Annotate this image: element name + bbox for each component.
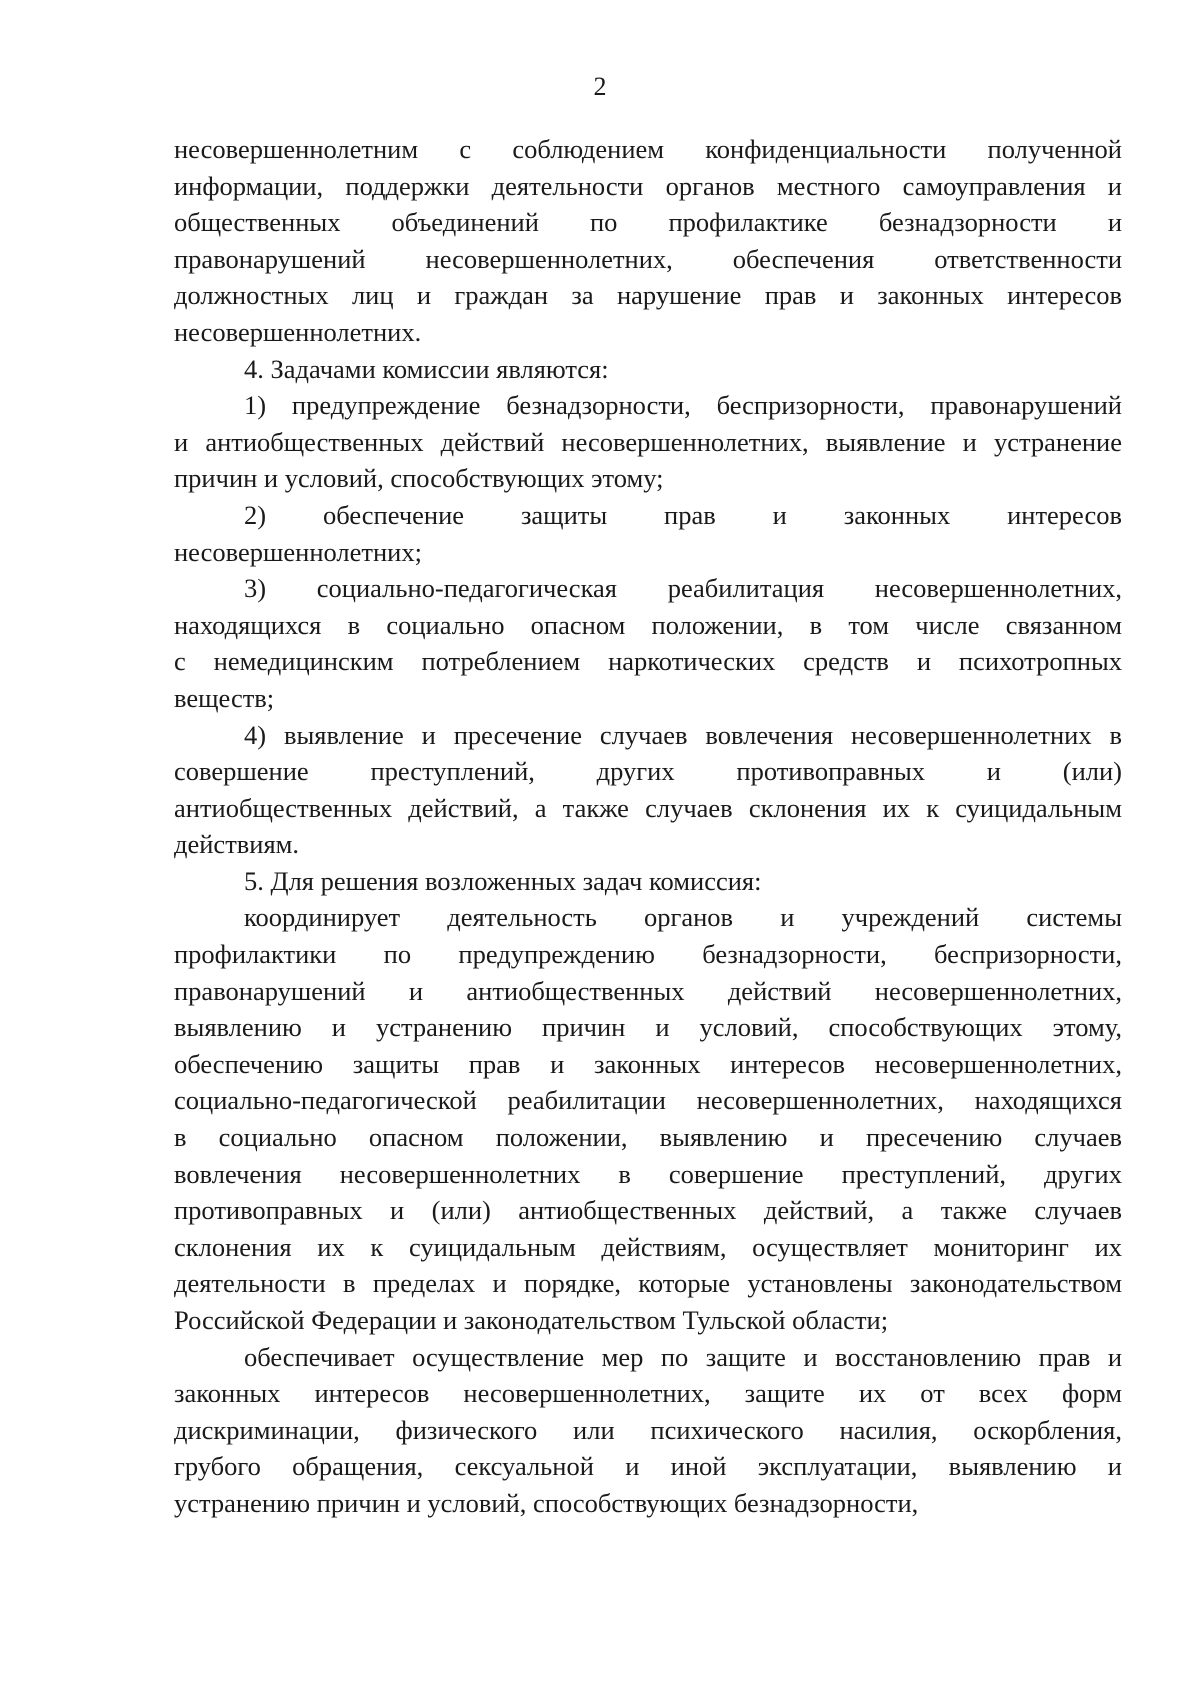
paragraph — [174, 717, 1122, 863]
text-line: должностных лиц и граждан за нарушение прав и законных интересов — [174, 280, 1122, 311]
text-line: несовершеннолетних. — [174, 316, 422, 347]
text-line: 1) предупреждение безнадзорности, беспризорности, правонарушений — [244, 390, 1122, 421]
paragraph — [174, 351, 1122, 388]
text-line: склонения их к суицидальным действиям, осуществляет мониторинг их — [174, 1231, 1122, 1262]
text-line: социально-педагогической реабилитации несовершеннолетних, находящихся — [174, 1085, 1122, 1116]
text-line: в социально опасном положении, выявлению и пресечению случаев — [174, 1122, 1122, 1153]
text-line: 3) социально-педагогическая реабилитация несовершеннолетних, — [244, 573, 1122, 604]
text-line: несовершеннолетних; — [174, 536, 422, 567]
paragraph — [174, 387, 1122, 497]
text-line: обеспечению защиты прав и законных интересов несовершеннолетних, — [174, 1048, 1122, 1079]
text-line: действиям. — [174, 829, 300, 860]
text-line: несовершеннолетним с соблюдением конфиденциальности полученной — [174, 134, 1122, 164]
paragraph — [174, 1339, 1122, 1522]
text-line: правонарушений несовершеннолетних, обеспечения ответственности — [174, 243, 1122, 274]
text-line: вовлечения несовершеннолетних в совершение преступлений, других — [174, 1158, 1122, 1189]
page-number: 2 — [593, 72, 607, 101]
text-line: с немедицинским потреблением наркотических средств и психотропных — [174, 646, 1122, 677]
text-line: общественных объединений по профилактике безнадзорности и — [174, 207, 1122, 238]
text-line: 4) выявление и пресечение случаев вовлечения несовершеннолетних в — [244, 719, 1122, 750]
text-line: причин и условий, способствующих этому; — [174, 463, 664, 494]
text-line: дискриминации, физического или психического насилия, оскорбления, — [174, 1414, 1122, 1445]
text-line: антиобщественных действий, а также случаев склонения их к суицидальным — [174, 792, 1122, 823]
text-line: противоправных и (или) антиобщественных действий, а также случаев — [174, 1195, 1122, 1226]
text-line: устранению причин и условий, способствующих безнадзорности, — [174, 1487, 919, 1518]
text-line: выявлению и устранению причин и условий, способствующих этому, — [174, 1012, 1122, 1043]
text-line: совершение преступлений, других противоправных и (или) — [174, 756, 1122, 787]
text-line: 4. Задачами комиссии являются: — [244, 353, 609, 384]
paragraph — [174, 570, 1122, 716]
text-line: информации, поддержки деятельности органов местного самоуправления и — [174, 170, 1122, 201]
text-line: деятельности в пределах и порядке, которые установлены законодательством — [174, 1268, 1122, 1299]
text-line: 2) обеспечение защиты прав и законных интересов — [244, 499, 1122, 530]
text-line: обеспечивает осуществление мер по защите и восстановлению прав и — [244, 1341, 1122, 1372]
paragraph — [174, 131, 1122, 351]
paragraph — [174, 497, 1122, 570]
text-line: правонарушений и антиобщественных действий несовершеннолетних, — [174, 975, 1122, 1006]
text-line: координирует деятельность органов и учреждений системы — [244, 902, 1122, 933]
document-body — [174, 131, 1122, 1522]
text-line: находящихся в социально опасном положении, в том числе связанном — [174, 609, 1122, 640]
text-line: Российской Федерации и законодательством Тульской области; — [174, 1305, 889, 1335]
text-line: грубого обращения, сексуальной и иной эксплуатации, выявлению и — [174, 1451, 1122, 1482]
paragraph — [174, 899, 1122, 1338]
text-line: 5. Для решения возложенных задач комиссия: — [244, 865, 762, 896]
text-line: и антиобщественных действий несовершеннолетних, выявление и устранение — [174, 426, 1122, 457]
text-line: законных интересов несовершеннолетних, защите их от всех форм — [174, 1378, 1122, 1409]
paragraph — [174, 863, 1122, 900]
text-line: профилактики по предупреждению безнадзорности, беспризорности, — [174, 939, 1122, 970]
text-line: веществ; — [174, 682, 275, 713]
